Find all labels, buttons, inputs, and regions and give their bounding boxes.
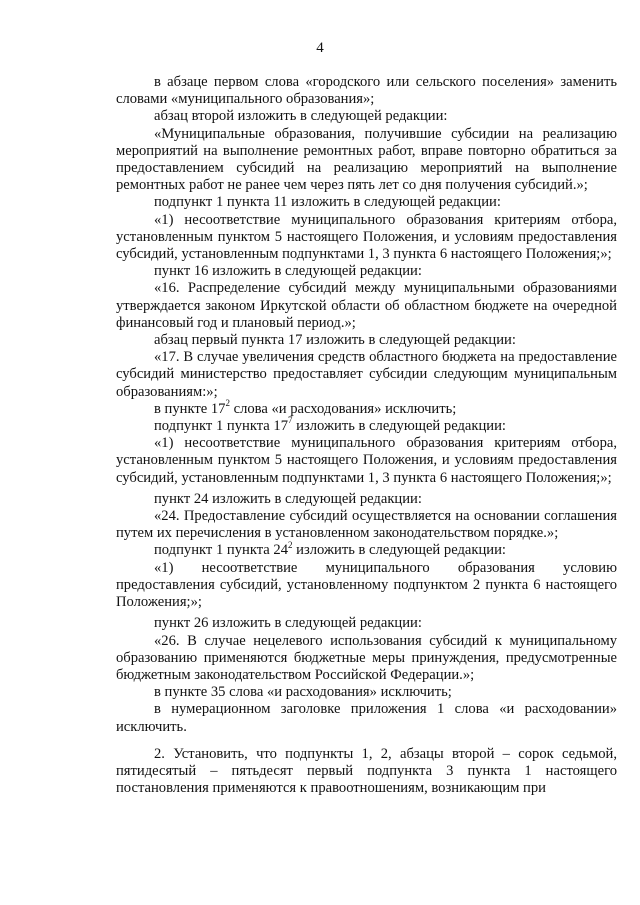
page-number: 4 [316,40,324,56]
paragraph: «26. В случае нецелевого использования субсидий к муниципальному образованию применяются бюджетные меры принуждения, предусмотренные бюджетным законодательством Российской Федерации.»; [116,632,617,683]
paragraph: абзац второй изложить в следующей редакции: [154,108,448,125]
paragraph-text: изложить в следующей редакции: [292,542,506,559]
superscript: 7 [288,415,293,426]
paragraph [116,398,617,418]
paragraph: «1) несоответствие муниципального образования критериям отбора, установленным пунктом 5 настоящего Положения, и условиям предоставления субсидий, установленным подпунктами 1, 3 пункта 6 настоящего Положения;»; [116,211,617,263]
superscript: 2 [225,398,230,408]
paragraph-text: слова «и расходования» исключить; [229,400,457,417]
paragraph: «24. Предоставление субсидий осуществляется на основании соглашения путем их перечисления в установленном законодательством порядке.»; [116,508,617,542]
paragraph: «16. Распределение субсидий между муниципальными образованиями утверждается законом Иркутской области об областном бюджете на очередной финансовый год и плановый период.»; [116,280,617,331]
paragraph: абзац первый пункта 17 изложить в следующей редакции: [154,332,516,349]
paragraph: «1) несоответствие муниципального образования условию предоставления субсидий, установленному подпунктом 2 пункта 6 настоящего Положения;»; [116,559,617,611]
paragraph: в пункте 35 слова «и расходования» исключить; [154,684,452,701]
paragraph: подпункт 1 пункта 11 изложить в следующей редакции: [154,194,501,211]
paragraph-text: подпункт 1 пункта 17 [154,418,288,435]
paragraph: «Муниципальные образования, получившие субсидии на реализацию мероприятий на выполнение ремонтных работ, вправе повторно обратиться за предоставлением субсидий на реализацию мероприятий на выполнение ремонтных работ не ранее чем через пять лет со дня получения субсидий.»; [116,125,617,194]
paragraph: пункт 16 изложить в следующей редакции: [154,263,422,280]
paragraph [116,415,617,435]
paragraph-text: изложить в следующей редакции: [292,418,506,435]
paragraph: пункт 24 изложить в следующей редакции: [154,490,422,507]
paragraph: в нумерационном заголовке приложения 1 слова «и расходовании» исключить. [116,701,617,735]
paragraph: «17. В случае увеличения средств областного бюджета на предоставление субсидий министерство предоставляет субсидии следующим муниципальным образованиям:»; [116,349,617,400]
paragraph: в абзаце первом слова «городского или сельского поселения» заменить словами «муниципального образования»; [116,74,617,108]
document-body [116,74,617,797]
paragraph: 2. Установить, что подпункты 1, 2, абзацы второй – сорок седьмой, пятидесятый – пятьдесят первый подпункта 3 пункта 1 настоящего постановления применяются к правоотношениям, возникающим при [116,745,617,797]
paragraph: пункт 26 изложить в следующей редакции: [154,615,422,632]
superscript: 2 [288,539,293,550]
paragraph: «1) несоответствие муниципального образования критериям отбора, установленным пунктом 5 настоящего Положения, и условиям предоставления субсидий, установленным подпунктами 1, 3 пункта 6 настоящего Положения;»; [116,435,617,486]
paragraph-text: в пункте 17 [154,400,226,417]
paragraph-text: подпункт 1 пункта 24 [154,542,288,559]
paragraph [116,539,617,559]
